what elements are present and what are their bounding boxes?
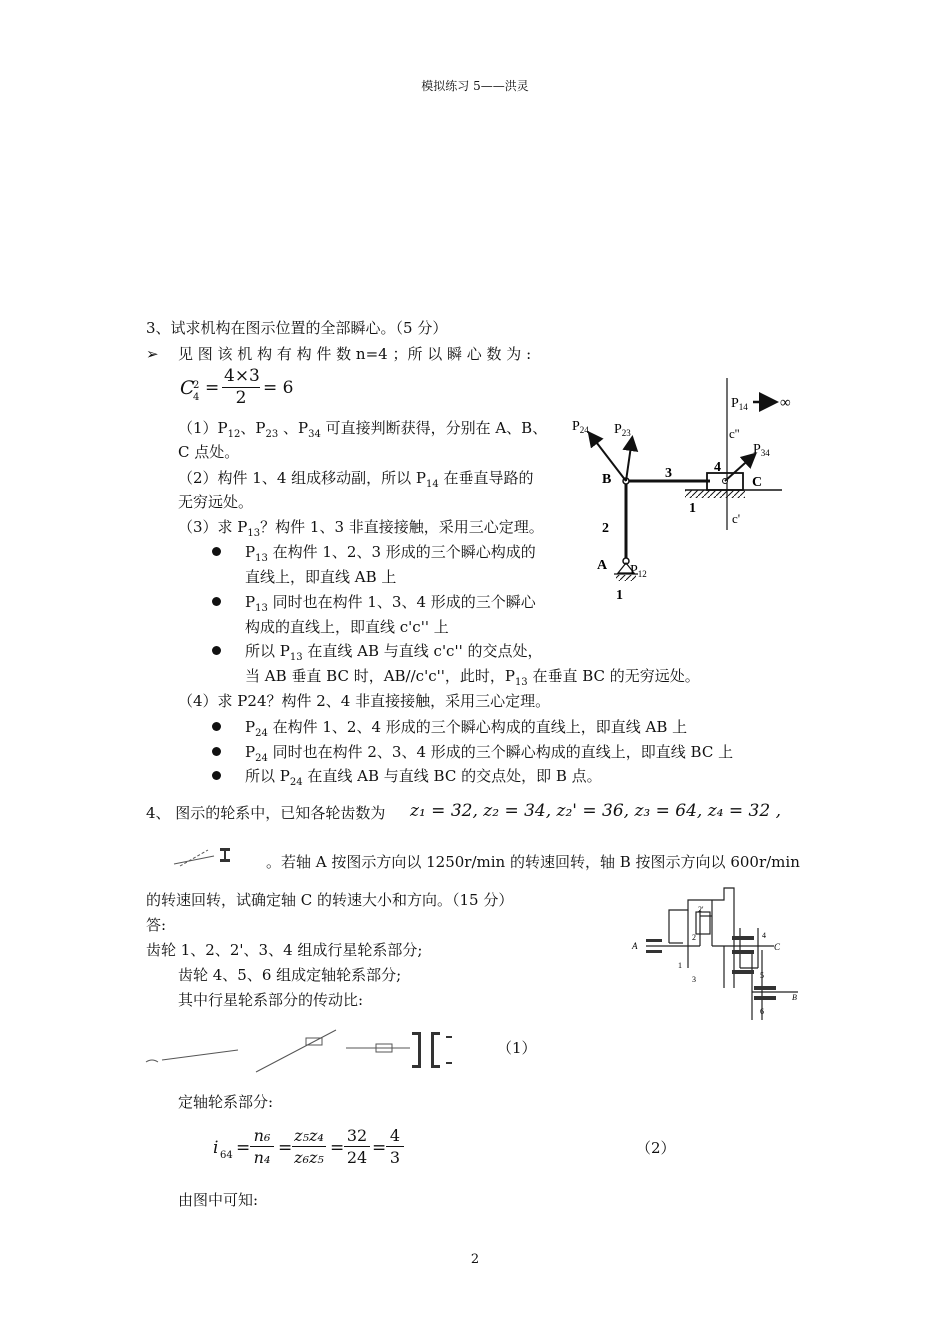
label-A: A (597, 558, 608, 573)
gear-6-label: 6 (760, 1007, 764, 1016)
q3-step4-bullet3: 所以 $P_{24}$ 在直线 AB 与直线 BC 的交点处，即 B 点。 (245, 767, 602, 788)
q4-statement3: 其中行星轮系部分的传动比: (178, 991, 364, 1009)
q4-statement5: 由图中可知: (178, 1191, 259, 1209)
gear-train-figure (628, 888, 808, 1020)
arrow-P23 (626, 439, 632, 481)
label-2: 2 (602, 521, 609, 536)
q3-bullet1: $P_{13}$ 在构件 1、2、3 形成的三个瞬心构成的 (245, 543, 536, 564)
q3-step2-line2: 无穷远处。 (178, 493, 254, 511)
label-ground-1: 1 (689, 501, 696, 516)
gear-3-label: 3 (692, 975, 696, 984)
page-header: 模拟练习 5——洪灵 (421, 79, 529, 93)
q3-step4-bullet2: $P_{24}$ 同时也在构件 2、3、4 形成的三个瞬心构成的直线上，即直线 BC 上 (245, 743, 734, 764)
q4-line1: 4、 图示的轮系中，已知各轮齿数为 (146, 804, 386, 822)
label-pivot-1: 1 (616, 588, 623, 603)
q4-answer-label: 答: (146, 916, 167, 934)
shaft-B-label: B (792, 993, 797, 1002)
q4-statement2: 齿轮 4、5、6 组成定轴轮系部分; (178, 966, 402, 984)
bullet (212, 771, 221, 780)
label-B: B (602, 472, 612, 487)
eq1-number: （1） (497, 1039, 537, 1057)
label-c-prime: c' (732, 511, 741, 526)
gear-2prime-label: 2' (698, 905, 704, 914)
eq2-number: （2） (636, 1139, 676, 1157)
q4-teeth-counts: z₁ = 32, z₂ = 34, z₂' = 36, z₃ = 64, z₄ = 32 , (410, 801, 781, 821)
label-P14: $P_{14}$ (731, 396, 748, 412)
shaft-A-label: A (632, 941, 638, 951)
faded-formula-image (140, 1022, 470, 1078)
bullet (212, 646, 221, 655)
q3-bullet2-line2: 构成的直线上，即直线 c'c'' 上 (245, 618, 449, 636)
shaft-C-label: C (774, 942, 781, 952)
label-infinity: ∞ (780, 395, 791, 411)
q3-step2: （2）构件 1、4 组成移动副，所以 $P_{14}$ 在垂直导路的 (178, 469, 534, 490)
q3-step4-bullet1: $P_{24}$ 在构件 1、2、4 形成的三个瞬心构成的直线上，即直线 AB 上 (245, 718, 688, 739)
q4-line3: 的转速回转，试确定轴 C 的转速大小和方向。（15 分） (146, 891, 514, 909)
label-C: C (752, 475, 763, 490)
gear-1-label: 1 (678, 961, 682, 970)
bullet (212, 722, 221, 731)
q3-step3: （3）求 $P_{13}$？构件 1、3 非直接接触，采用三心定理。 (178, 518, 544, 539)
q4-statement4: 定轴轮系部分: (178, 1093, 274, 1111)
label-P34: $P_{34}$ (753, 442, 770, 458)
page-number: 2 (470, 1252, 480, 1267)
linkage-figure (560, 370, 800, 610)
q3-step1: $(1)P_{12}$、$P_{23}$ 、$P_{34}$ 可直接判断获得，分别在 A、B、 (178, 419, 548, 440)
bullet (212, 747, 221, 756)
document-page: 模拟练习 5——洪灵 3、试求机构在图示位置的全部瞬心。（5 分） ➢ 见 图 该 机 构 有 构 件 数 n=4 ；所 以 瞬 心 数 为 : C 2 4 = 4×3 2 = 6 $(1)P_{12}$、$P_{23}$ 、$P_{34}$ 可直接判断获得，分别在 A、B、 C 点处。 （2）构件 1、4 组成移动副，所以 $P_{14}$ 在垂直导路的 无穷远处。 （3）求 $P_{13}$？构件 1、3 非直接接触，采用三心定理。 $P_{13}$ 在构件 1、2、3 形成的三个瞬心构成的 直线上，即直线 AB 上 $P_{13}$ 同时也在构件 1、3、4 形成的三个瞬心 构成的直线上，即直线 c'c'' 上 所以 $P_{13}$ 在直线 AB 与直线 c'c'' 的交点处， 当 AB 垂直 BC 时，AB//c'c''，此时，$P_{13}$ 在垂直 BC 的无穷远处。 （4）求 P24？构件 2、4 非直接接触，采用三心定理。 $P_{24}$ 在构件 1、2、4 形成的三个瞬心构成的直线上，即直线 AB 上 $P_{24}$ 同时也在构件 2、3、4 形成的三个瞬心构成的直线上，即直线 BC 上 所以 $P_{24}$ 在直线 AB 与直线 BC 的交点处，即 B 点。 $P_{14}$ ∞ $P_{24}$ $P_{23}$ c'' $P_{34}$ 4 3 B C 1 c' 2 A $P_{12}$ 1 4、 图示的轮系中，已知各轮齿数为 z₁ = 32, z₂ = 34, z₂' = 36, z₃ = 64, z₄ = 32 , 。若轴 A 按图示方向以 1250r/min 的转速回转，轴 B 按图示方向以 600r/min 的转速回转，试确定轴 C 的转速大小和方向。（15 分） 答: 齿轮 1、2、2'、3、4 组成行星轮系部分; 齿轮 4、5、6 组成定轴轮系部分; 其中行星轮系部分的传动比: A 1 2 2' 3 4 5 6 C B （1） 定轴轮系部分: i 64 = n₆ n₄ = z₅z₄ z₆z₅ = 32 24 = 4 3 （2） 由图中可知: 2 (0, 0, 950, 1344)
q3-bullet3-line2: 当 AB 垂直 BC 时，AB//c'c''，此时，$P_{13}$ 在垂直 BC 的无穷远处。 (245, 667, 700, 688)
q3-bullet2: $P_{13}$ 同时也在构件 1、3、4 形成的三个瞬心 (245, 593, 536, 614)
q3-bullet1-line2: 直线上，即直线 AB 上 (245, 568, 397, 586)
bullet (212, 547, 221, 556)
gear-2-label: 2 (692, 933, 696, 942)
gear-4-label: 4 (762, 931, 766, 940)
label-3: 3 (665, 466, 672, 481)
q3-step1-line2: C 点处。 (178, 443, 240, 461)
label-P12: $P_{12}$ (630, 563, 647, 579)
label-4: 4 (714, 460, 721, 475)
arrow-P34 (725, 455, 754, 481)
faded-formula-glyph (170, 844, 240, 874)
q4-statement1: 齿轮 1、2、2'、3、4 组成行星轮系部分; (146, 941, 423, 959)
bullet (212, 597, 221, 606)
q3-marker: ➢ (146, 345, 159, 363)
ground-hatch (685, 490, 745, 498)
label-P23: $P_{23}$ (614, 422, 631, 438)
q3-intro: 见 图 该 机 构 有 构 件 数 n=4 ；所 以 瞬 心 数 为 : (178, 345, 532, 363)
q3-bullet3: 所以 $P_{13}$ 在直线 AB 与直线 c'c'' 的交点处， (245, 642, 543, 663)
q3-title: 3、试求机构在图示位置的全部瞬心。（5 分） (146, 319, 448, 337)
gear-5-label: 5 (760, 971, 764, 980)
label-c-double-prime: c'' (729, 426, 740, 441)
q3-step4: （4）求 P24？构件 2、4 非直接接触，采用三心定理。 (178, 692, 551, 710)
label-P24: $P_{24}$ (572, 419, 589, 435)
q4-line2: 。若轴 A 按图示方向以 1250r/min 的转速回转，轴 B 按图示方向以 600r/min (266, 853, 800, 871)
